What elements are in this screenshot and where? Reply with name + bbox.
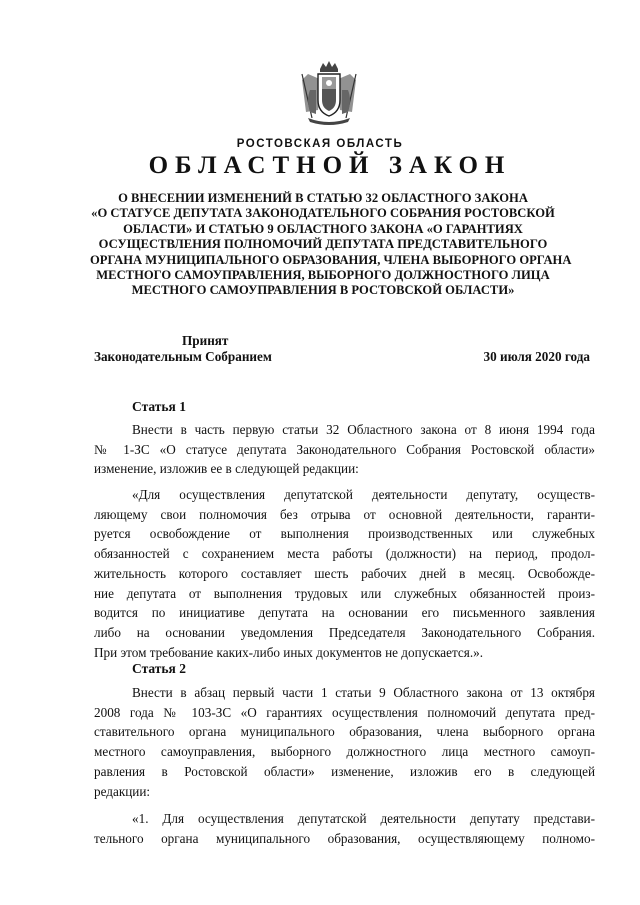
- coat-of-arms-icon: [298, 60, 360, 128]
- text-line: № 1-ЗС «О статусе депутата Законодательного Собрания Ростовской области»: [94, 441, 595, 457]
- article-1-heading: Статья 1: [132, 399, 186, 414]
- adoption-date: 30 июля 2020 года: [483, 349, 590, 364]
- law-title-line: О ВНЕСЕНИИ ИЗМЕНЕНИЙ В СТАТЬЮ 32 ОБЛАСТНОГО ЗАКОНА: [118, 191, 528, 205]
- article-1-paragraph-2: [94, 485, 595, 662]
- text-line: При этом требование каких-либо иных документов не допускается.».: [94, 644, 484, 660]
- text-line: Внести в часть первую статьи 32 Областного закона от 8 июня 1994 года: [132, 422, 595, 437]
- text-line: руется освобождение от выполнения производственных или служебных: [94, 526, 595, 542]
- document-type: ОБЛАСТНОЙ ЗАКОН: [148, 152, 512, 179]
- text-line: обязанностей с сохранением места работы (должности) на период, продол-: [94, 546, 595, 562]
- text-line: ние депутата от выполнения трудовых или служебных обязанностей произ-: [94, 585, 595, 601]
- text-line: «Для осуществления депутатской деятельности депутату, осуществ-: [132, 487, 595, 502]
- text-line: ставительного органа муниципального образования, члена выборного органа: [94, 724, 595, 740]
- article-2-heading: Статья 2: [132, 661, 186, 676]
- law-title-line: МЕСТНОГО САМОУПРАВЛЕНИЯ В РОСТОВСКОЙ ОБЛАСТИ»: [131, 283, 515, 298]
- law-title: [90, 191, 572, 299]
- article-1-paragraph-1: [94, 420, 595, 479]
- law-title-line: ОСУЩЕСТВЛЕНИЯ ПОЛНОМОЧИЙ ДЕПУТАТА ПРЕДСТАВИТЕЛЬНОГО: [98, 237, 548, 252]
- law-title-line: МЕСТНОГО САМОУПРАВЛЕНИЯ, ВЫБОРНОГО ДОЛЖНОСТНОГО ЛИЦА: [96, 268, 550, 283]
- adoption-line-2: Законодательным Собранием: [94, 349, 272, 364]
- text-line: ляющему свои полномочия без отрыва от основной деятельности, гаранти-: [94, 506, 595, 522]
- article-2-paragraph-1: [94, 683, 595, 801]
- text-line: местного самоуправления, выборного должностного лица местного самоуп-: [94, 744, 595, 760]
- law-title-line: ОРГАНА МУНИЦИПАЛЬНОГО ОБРАЗОВАНИЯ, ЧЛЕНА ВЫБОРНОГО ОРГАНА: [90, 252, 572, 267]
- text-line: тельного органа муниципального образования, осуществляющему полномо-: [94, 830, 595, 846]
- text-line: «1. Для осуществления депутатской деятельности депутату представи-: [132, 811, 595, 826]
- adoption-line-1: Принят: [182, 333, 229, 348]
- text-line: водится по инициативе депутата на основании его письменного заявления: [94, 605, 595, 621]
- text-line: равления в Ростовской области» изменение, изложив его в следующей: [94, 763, 595, 779]
- adoption-block: [94, 333, 272, 365]
- text-line: редакции:: [94, 783, 151, 799]
- law-title-line: «О СТАТУСЕ ДЕПУТАТА ЗАКОНОДАТЕЛЬНОГО СОБРАНИЯ РОСТОВСКОЙ: [91, 206, 555, 221]
- region-name: РОСТОВСКАЯ ОБЛАСТЬ: [236, 138, 404, 150]
- text-line: либо на основании уведомления Председателя Законодательного Собрания.: [94, 624, 595, 640]
- text-line: 2008 года № 103-ЗС «О гарантиях осуществления полномочий депутата пред-: [94, 704, 595, 720]
- text-line: изменение, изложив ее в следующей редакции:: [94, 461, 359, 477]
- law-title-line: ОБЛАСТИ» И СТАТЬЮ 9 ОБЛАСТНОГО ЗАКОНА «О ГАРАНТИЯХ: [123, 221, 523, 236]
- article-2-paragraph-2: [94, 809, 595, 848]
- text-line: Внести в абзац первый части 1 статьи 9 Областного закона от 13 октября: [132, 685, 595, 700]
- text-line: жительность которого составляет шесть рабочих дней в месяц. Освобожде-: [94, 565, 595, 581]
